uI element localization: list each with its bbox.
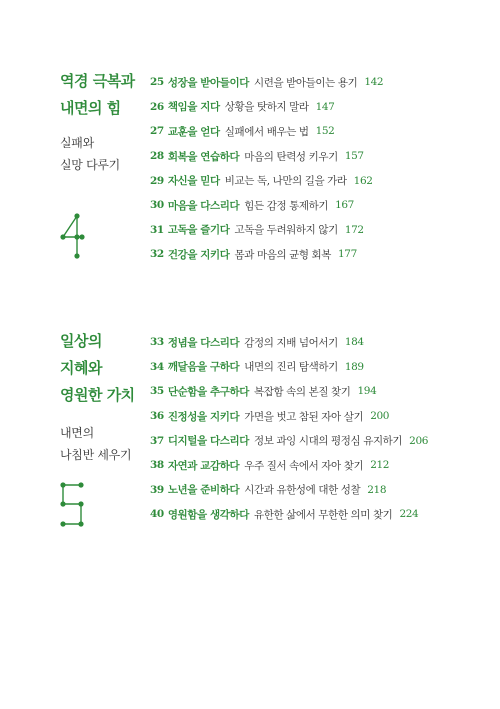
chapter-25 [150, 70, 490, 95]
chapter-subtitle: 정보 과잉 시대의 평정심 유지하기 [254, 435, 403, 448]
chapter-number: 36 [150, 410, 164, 423]
chapter-33 [150, 330, 490, 355]
chapter-37 [150, 428, 490, 453]
chapter-title: 노년을 준비하다 [167, 484, 240, 497]
part-4-title-line-2: 내면의 힘 [60, 99, 121, 117]
chapter-subtitle: 몸과 마음의 균형 회복 [234, 248, 332, 261]
chapter-39 [150, 478, 490, 503]
chapter-title: 건강을 지키다 [167, 248, 230, 261]
chapter-page: 142 [364, 76, 384, 89]
chapter-subtitle: 시련을 받아들이는 용기 [254, 76, 358, 89]
chapter-30 [150, 193, 490, 218]
part-5-number-graphic [58, 482, 88, 528]
part-5-chapter-list [150, 330, 490, 527]
chapter-title: 마음을 다스리다 [167, 199, 240, 212]
chapter-title: 진정성을 지키다 [167, 410, 240, 423]
chapter-title: 교훈을 얻다 [167, 125, 220, 138]
part-5-subtitle-line-1: 내면의 [60, 426, 94, 440]
chapter-number: 34 [150, 360, 164, 373]
chapter-31 [150, 218, 490, 243]
chapter-number: 26 [150, 100, 164, 113]
chapter-page: 224 [399, 508, 419, 521]
chapter-number: 37 [150, 434, 164, 447]
chapter-subtitle: 시간과 유한성에 대한 성찰 [244, 484, 361, 497]
part-4-title-line-1: 역경 극복과 [60, 72, 135, 90]
part-5-title-line-2: 지혜와 [60, 359, 102, 377]
part-4-chapter-list [150, 70, 490, 267]
chapter-title: 자신을 믿다 [167, 175, 220, 188]
chapter-subtitle: 비교는 독, 나만의 길을 가라 [224, 175, 347, 188]
chapter-page: 167 [335, 199, 354, 212]
chapter-subtitle: 상황을 탓하지 말라 [224, 101, 309, 114]
chapter-page: 218 [367, 483, 387, 496]
chapter-page: 177 [338, 248, 357, 261]
chapter-subtitle: 내면의 진리 탐색하기 [244, 361, 338, 374]
part-4-title [60, 68, 150, 122]
chapter-title: 책임을 지다 [167, 101, 220, 114]
chapter-subtitle: 우주 질서 속에서 자아 찾기 [244, 459, 364, 472]
chapter-29 [150, 168, 490, 193]
chapter-number: 29 [150, 174, 164, 187]
chapter-title: 정념을 다스리다 [167, 336, 240, 349]
chapter-number: 40 [150, 508, 164, 521]
chapter-36 [150, 404, 490, 429]
chapter-35 [150, 379, 490, 404]
chapter-title: 단순함을 추구하다 [167, 385, 250, 398]
dotted-number-5-icon [58, 482, 88, 528]
chapter-title: 회복을 연습하다 [167, 150, 240, 163]
part-5-title-line-3: 영원한 가치 [60, 386, 135, 404]
dotted-number-4-icon [58, 213, 88, 259]
chapter-page: 212 [370, 459, 390, 472]
chapter-subtitle: 실패에서 배우는 법 [224, 125, 309, 138]
chapter-32 [150, 242, 490, 267]
chapter-28 [150, 144, 490, 169]
chapter-page: 157 [344, 150, 364, 163]
chapter-number: 28 [150, 150, 164, 163]
part-4-subtitle-line-2: 실망 다루기 [60, 158, 120, 172]
chapter-page: 189 [344, 360, 364, 373]
chapter-number: 33 [150, 336, 164, 349]
chapter-34 [150, 355, 490, 380]
part-4-subtitle [60, 132, 150, 176]
chapter-subtitle: 복잡함 속의 본질 찾기 [254, 385, 351, 398]
chapter-page: 200 [370, 410, 390, 423]
chapter-subtitle: 유한한 삶에서 무한한 의미 찾기 [254, 508, 393, 521]
chapter-page: 147 [315, 100, 335, 113]
chapter-title: 영원함을 생각하다 [167, 508, 250, 521]
chapter-subtitle: 감정의 지배 넘어서기 [244, 336, 338, 349]
chapter-number: 25 [150, 76, 164, 89]
chapter-38 [150, 453, 490, 478]
chapter-page: 152 [315, 125, 335, 138]
chapter-page: 184 [344, 336, 364, 349]
chapter-number: 31 [150, 223, 164, 236]
part-4-subtitle-line-1: 실패와 [60, 136, 94, 150]
chapter-title: 성장을 받아들이다 [167, 76, 250, 89]
chapter-number: 27 [150, 125, 164, 138]
chapter-title: 디지털을 다스리다 [167, 435, 250, 448]
chapter-26 [150, 95, 490, 120]
part-5-title [60, 328, 150, 409]
part-4-number-graphic [58, 213, 88, 259]
chapter-page: 194 [357, 385, 377, 398]
chapter-page: 172 [344, 223, 364, 236]
chapter-number: 38 [150, 459, 164, 472]
chapter-number: 39 [150, 483, 164, 496]
chapter-title: 깨달음을 구하다 [167, 361, 240, 374]
chapter-subtitle: 힘든 감정 통제하기 [244, 199, 329, 212]
part-5-subtitle-line-2: 나침반 세우기 [60, 448, 132, 462]
chapter-40 [150, 502, 490, 527]
chapter-subtitle: 가면을 벗고 참된 자아 살기 [244, 410, 364, 423]
chapter-page: 206 [409, 434, 429, 447]
chapter-subtitle: 마음의 탄력성 키우기 [244, 150, 338, 163]
chapter-number: 35 [150, 385, 164, 398]
chapter-subtitle: 고독을 두려워하지 않기 [234, 224, 338, 237]
chapter-title: 자연과 교감하다 [167, 459, 240, 472]
chapter-27 [150, 119, 490, 144]
chapter-title: 고독을 즐기다 [167, 224, 230, 237]
chapter-page: 162 [353, 174, 373, 187]
part-5-subtitle [60, 422, 150, 466]
part-5-title-line-1: 일상의 [60, 332, 102, 350]
chapter-number: 30 [150, 199, 164, 212]
chapter-number: 32 [150, 248, 164, 261]
